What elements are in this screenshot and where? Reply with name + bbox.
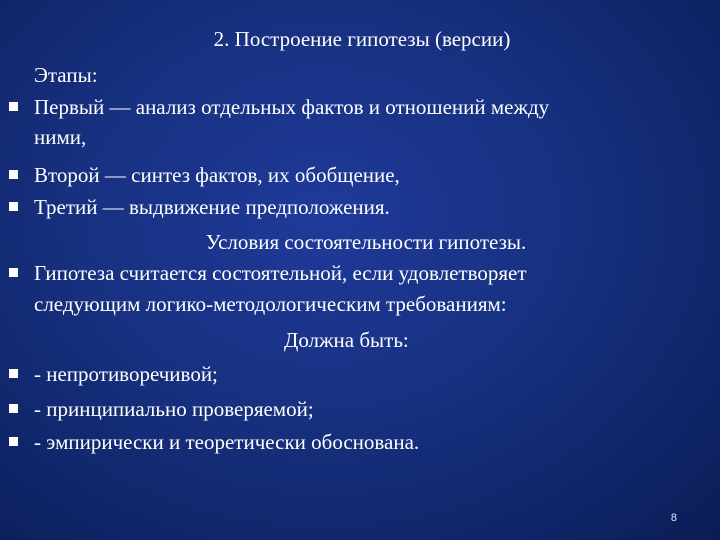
condition-line-2: следующим логико-методологическим требованиям: (34, 292, 507, 316)
slide-title: 2. Построение гипотезы (версии) (213, 27, 511, 51)
square-bullet-icon (9, 369, 18, 378)
square-bullet-icon (9, 202, 18, 211)
square-bullet-icon (9, 170, 18, 179)
must-be-heading: Должна быть: (284, 328, 409, 352)
stages-heading: Этапы: (34, 63, 98, 87)
requirement-2: - принципиально проверяемой; (34, 397, 314, 421)
page-number: 8 (670, 512, 677, 524)
square-bullet-icon (9, 437, 18, 446)
requirement-3: - эмпирически и теоретически обоснована. (34, 430, 420, 454)
condition-line-1: Гипотеза считается состоятельной, если удовлетворяет (34, 261, 527, 285)
stage-1-line-2: ними, (34, 125, 87, 149)
square-bullet-icon (9, 404, 18, 413)
stage-1-line-1: Первый — анализ отдельных фактов и отношений между (34, 95, 550, 119)
square-bullet-icon (9, 102, 18, 111)
stage-2: Второй — синтез фактов, их обобщение, (34, 163, 400, 187)
stage-3: Третий — выдвижение предположения. (34, 195, 390, 219)
square-bullet-icon (9, 268, 18, 277)
requirement-1: - непротиворечивой; (34, 362, 218, 386)
conditions-heading: Условия состоятельности гипотезы. (205, 230, 527, 254)
